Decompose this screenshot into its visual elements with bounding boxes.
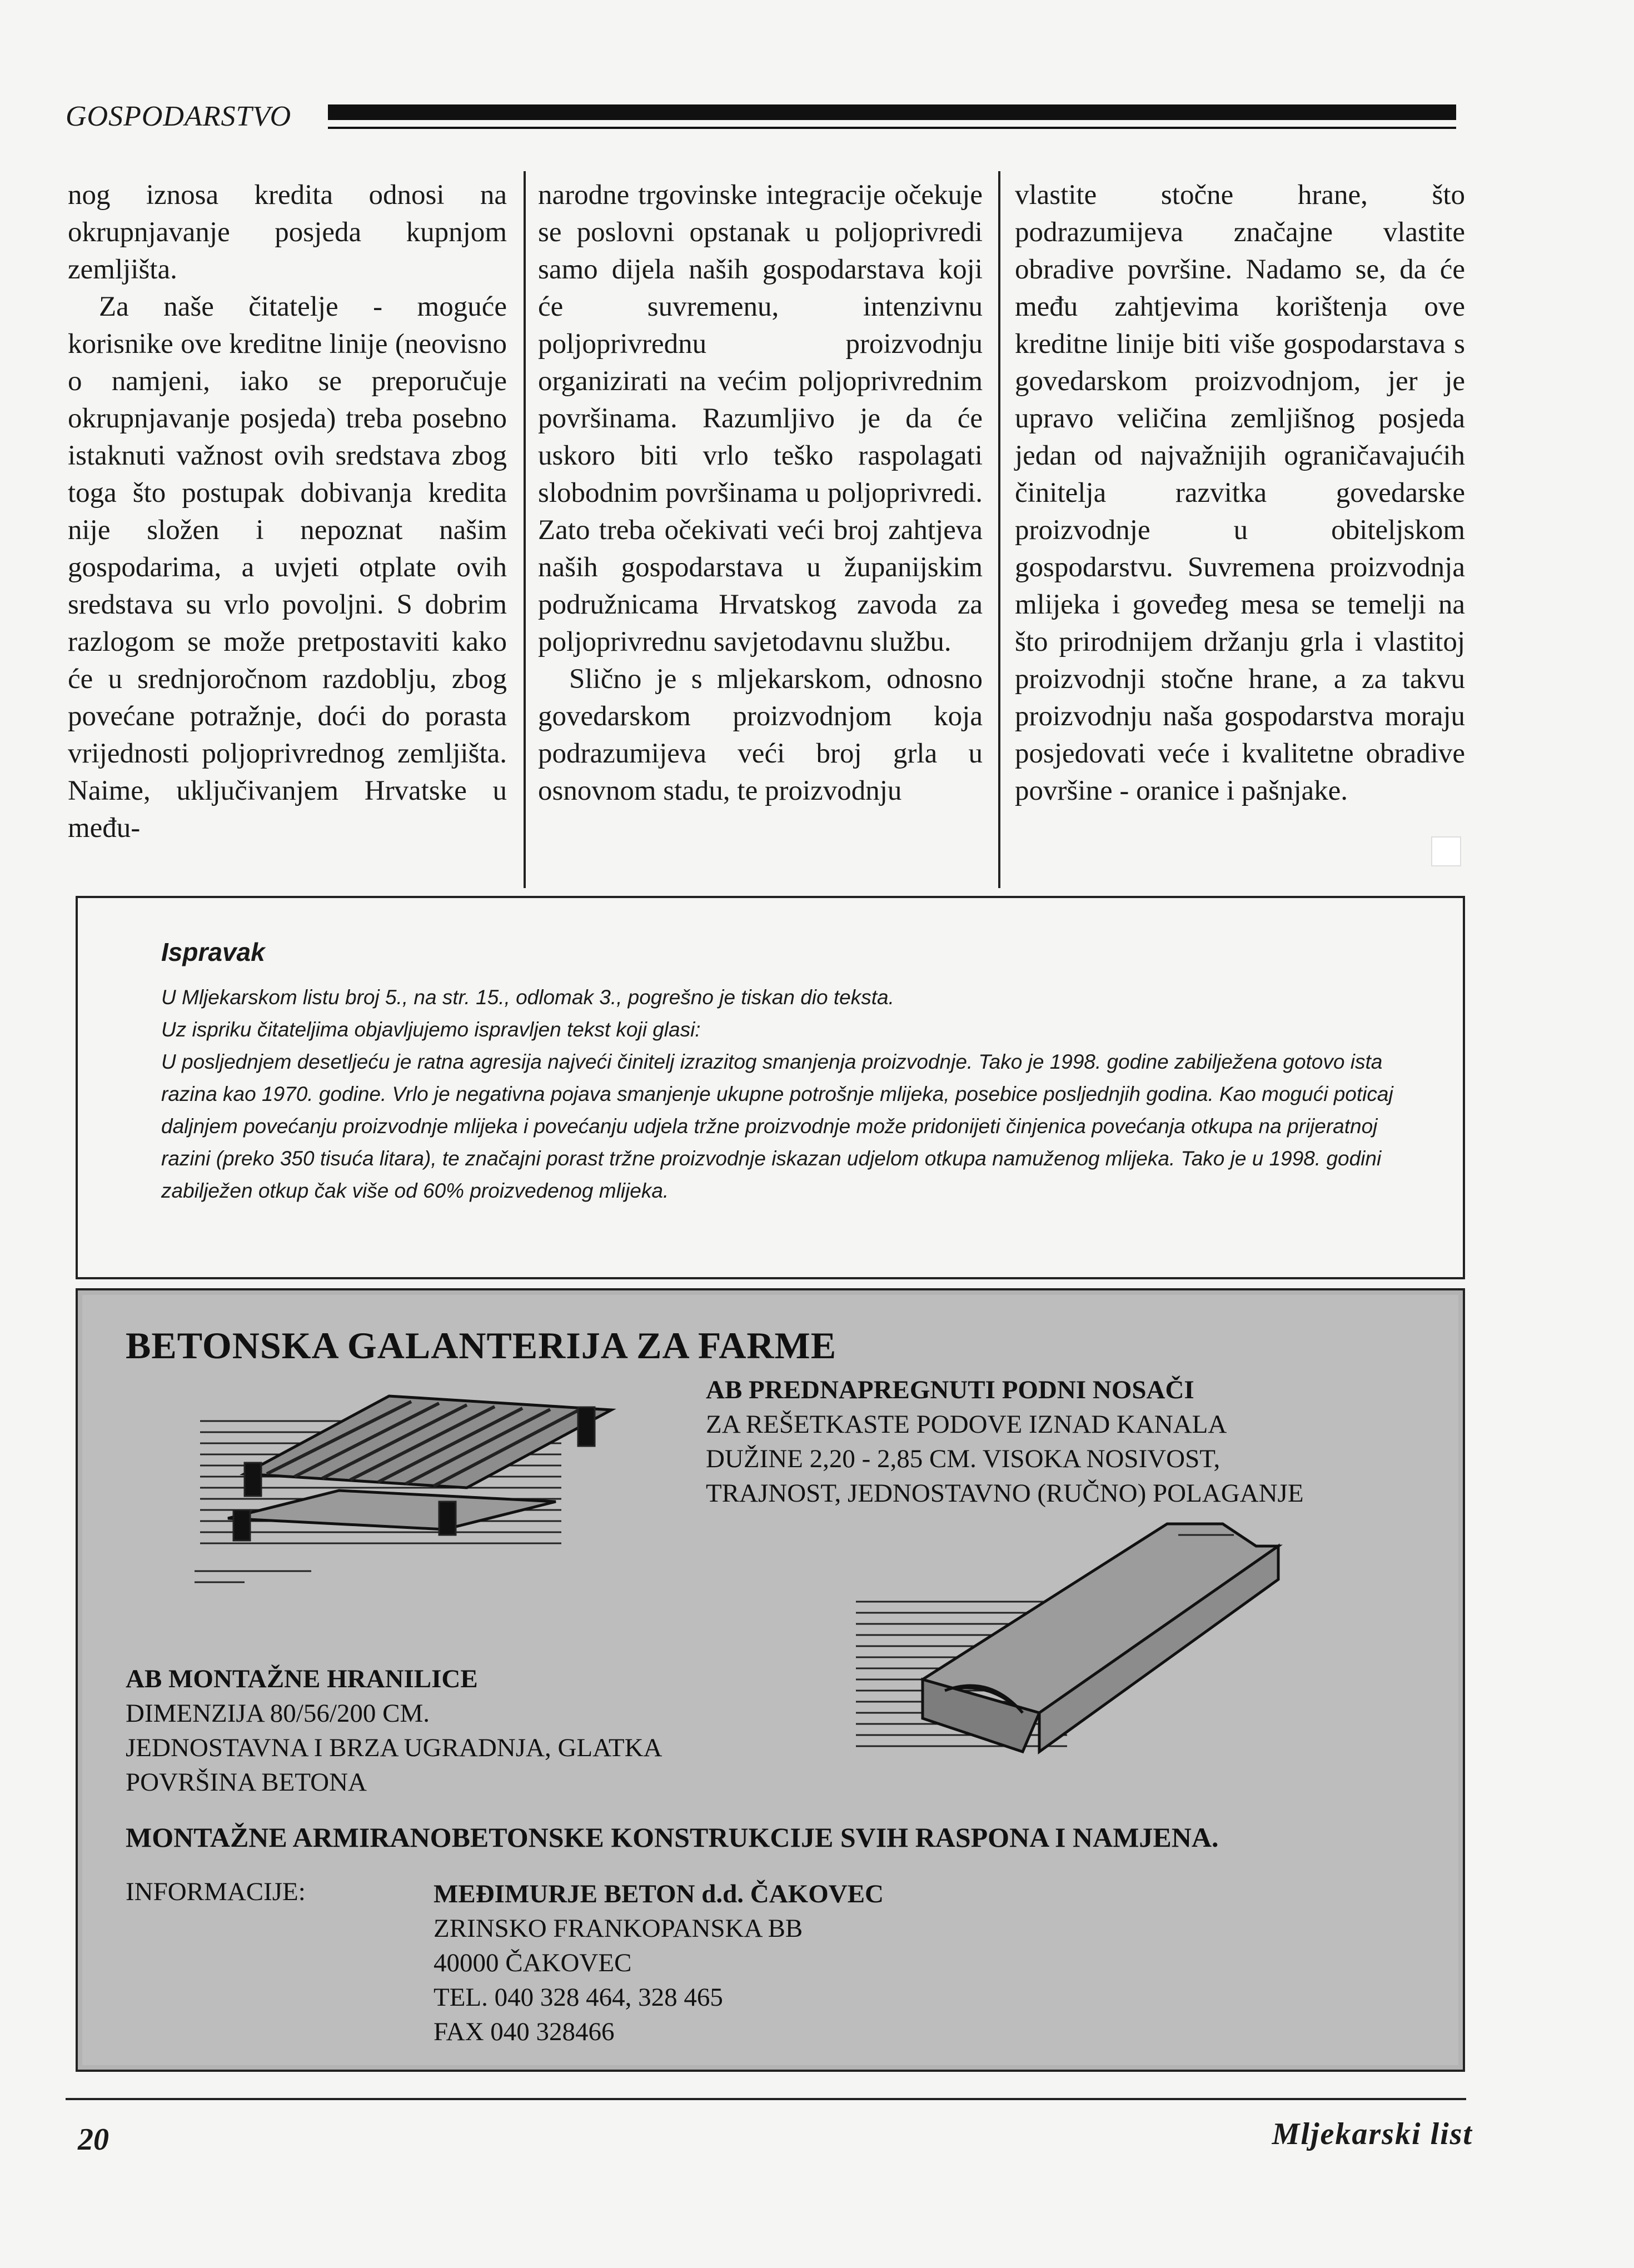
paragraph: narodne trgovinske integracije očekuje se poslovni opstanak u poljoprivredi samo dijela naših gospodarstava koji će suvremenu, intenzivnu poljoprivrednu proizvodnju organizirati na većim poljoprivrednim površinama. Razumljivo je da će uskoro biti vrlo teško raspolagati slobodnim površinama u poljoprivredi. Zato treba očekivati veći broj zahtjeva naših gospodarstava u županijskim podružnicama Hrvatskog zavoda za poljoprivrednu savjetodavnu službu. <box>538 180 983 657</box>
paragraph: vlastite stočne hrane, što podrazumijeva značajne vlastite obradive površine. Nadamo se, da će među zahtjevima korištenja ove kreditne linije biti više gospodarstava s govedarskom proizvodnjom, jer je upravo veličina zemljišnog posjeda jedan od najvažnijih ograničavajućih činitelja razvitka govedarske proizvodnje u obiteljskom gospodarstvu. Suvremena proizvodnja mlijeka i goveđeg mesa se temelji na što prirodnijem držanju grla i vlastitoj proizvodnji stočne hrane, a za takvu proizvodnju naša gospodarstva moraju posjedovati veće i kvalitetne obradive površine - oranice i pašnjake. <box>1015 180 1465 806</box>
advert-tagline: MONTAŽNE ARMIRANOBETONSKE KONSTRUKCIJE SVIH RASPONA I NAMJENA. <box>126 1822 1219 1853</box>
product-beams <box>706 1373 1304 1511</box>
article-end-mark <box>1431 836 1461 866</box>
correction-title: Ispravak <box>161 938 265 966</box>
company-contact <box>434 1877 884 2049</box>
header-rule-thin <box>328 127 1456 129</box>
product-dimension: DIMENZIJA 80/56/200 CM. <box>126 1699 430 1728</box>
company-name: MEĐIMURJE BETON d.d. ČAKOVEC <box>434 1880 884 1908</box>
paragraph: Za naše čitatelje - moguće korisnike ove kreditne linije (neovisno o namjeni, iako se preporučuje okrupnjavanje posjeda) treba posebno istaknuti važnost ovih sredstava zbog toga što postupak dobivanja kredita nije složen i nepoznat našim gospodarima, a uvjeti otplate ovih sredstava su vrlo povoljni. S dobrim razlogom se može pretpostaviti kako će u srednjoročnom razdoblju, zbog povećane potražnje, doći do porasta vrijednosti poljoprivrednog zemljišta. Naime, uključivanjem Hrvatske u među- <box>68 291 507 844</box>
correction-line: U Mljekarskom listu broj 5., na str. 15., odlomak 3., pogrešno je tiskan dio teksta. <box>161 986 894 1009</box>
journal-name: Mljekarski list <box>1272 2117 1473 2151</box>
header-rule <box>328 104 1456 120</box>
paragraph: Slično je s mljekarskom, odnosno govedarskom proizvodnjom koja podrazumijeva veći broj grla u osnovnom stadu, te proizvodnju <box>538 664 983 806</box>
column-divider <box>524 171 526 888</box>
correction-box <box>76 896 1465 1279</box>
product-line: TRAJNOST, JEDNOSTAVNO (RUČNO) POLAGANJE <box>706 1479 1304 1508</box>
product-feeders <box>126 1662 478 1731</box>
footer-rule <box>66 2098 1466 2100</box>
grating-beams-illustration <box>195 1396 611 1582</box>
article-column-3 <box>1015 177 1465 810</box>
address-line: ZRINSKO FRANKOPANSKA BB <box>434 1914 803 1943</box>
product-line: ZA REŠETKASTE PODOVE IZNAD KANALA <box>706 1410 1227 1439</box>
paragraph: nog iznosa kredita odnosi na okrupnjavanje posjeda kupnjom zemljišta. <box>68 180 507 285</box>
phone-line: TEL. 040 328 464, 328 465 <box>434 1983 723 2012</box>
page-number: 20 <box>78 2122 109 2157</box>
product-title: AB PREDNAPREGNUTI PODNI NOSAČI <box>706 1375 1194 1404</box>
fax-line: FAX 040 328466 <box>434 2017 615 2046</box>
product-line: DUŽINE 2,20 - 2,85 CM. VISOKA NOSIVOST, <box>706 1444 1220 1473</box>
article-column-2 <box>538 177 983 810</box>
product-title: AB MONTAŽNE HRANILICE <box>126 1664 478 1693</box>
advert-title: BETONSKA GALANTERIJA ZA FARME <box>126 1324 837 1367</box>
correction-body: U posljednjem desetljeću je ratna agresija najveći činitelj izrazitog smanjenja proizvodnje. Tako je 1998. godine zabilježena gotovo ista razina kao 1970. godine. Vrlo je negativna pojava smanjenje ukupne potrošnje mlijeka, posebice posljednjih godina. Kao mogući poticaj daljnjem povećanju proizvodnje mlijeka i povećanju udjela tržne proizvodnje može pridonijeti činjenica povećanja otkupa na prijeratnoj razini (preko 350 tisuća litara), te značajni porast tržne proizvodnje iskazan udjelom otkupa namuženog mlijeka. Tako je u 1998. godini zabilježen otkup čak više od 60% proizvedenog mlijeka. <box>161 1050 1393 1202</box>
correction-text <box>161 981 1406 1207</box>
trough-illustration <box>856 1524 1278 1752</box>
article-column-1 <box>68 177 507 847</box>
column-divider <box>998 171 1000 888</box>
correction-line: Uz ispriku čitateljima objavljujemo ispravljen tekst koji glasi: <box>161 1018 701 1041</box>
section-title: GOSPODARSTVO <box>66 101 292 132</box>
product-feature: JEDNOSTAVNA I BRZA UGRADNJA, GLATKA POVRŠINA BETONA <box>126 1733 661 1797</box>
info-label: INFORMACIJE: <box>126 1877 306 1906</box>
address-line: 40000 ČAKOVEC <box>434 1948 632 1977</box>
advertisement <box>76 1288 1465 2072</box>
